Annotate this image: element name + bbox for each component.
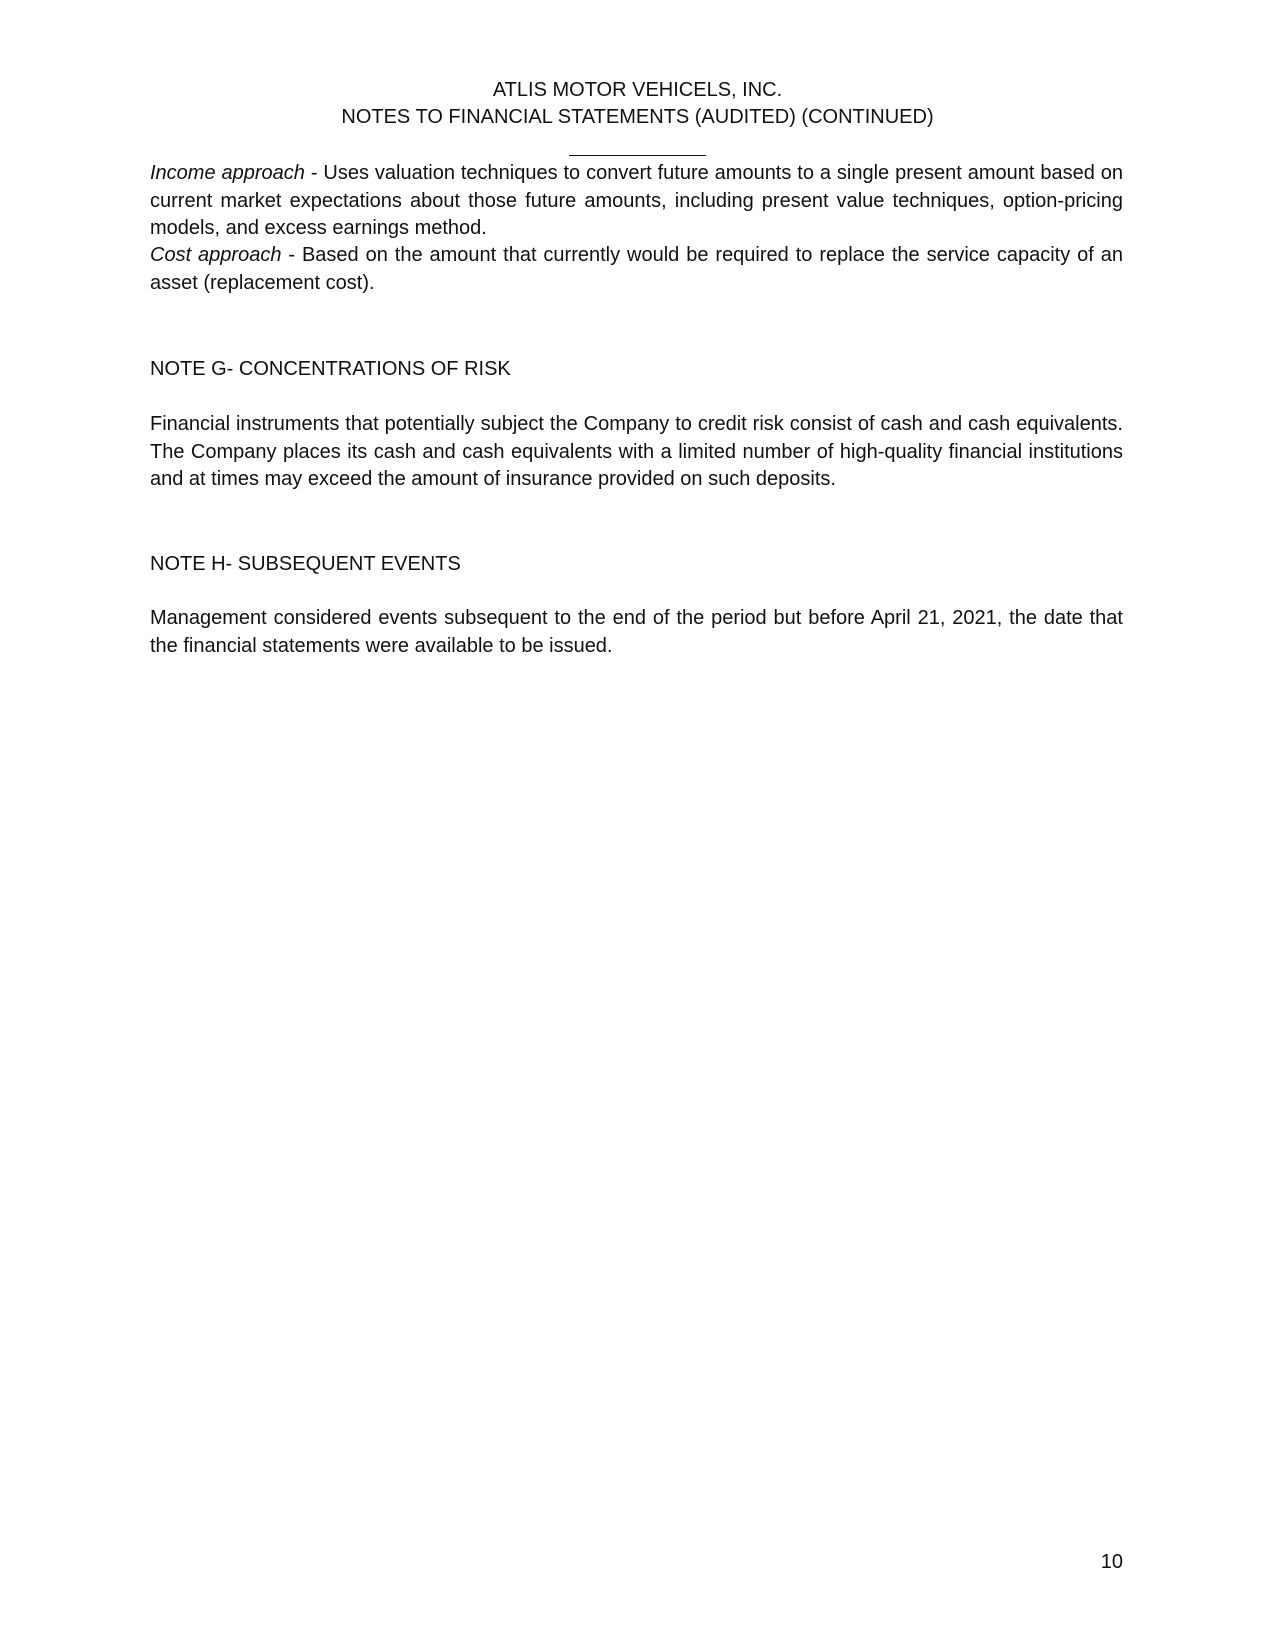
page-number: 10 (1100, 1551, 1123, 1573)
company-title: ATLIS MOTOR VEHICELS, INC. (492, 79, 783, 101)
cost-approach-term: Cost approach (150, 244, 282, 266)
income-approach-text: - Uses valuation techniques to convert future amounts to a single present amount based on current market expectations about those future amounts, including present value techniques, option-pricing models, and excess earnings method. (150, 162, 1123, 239)
note-h-body: Management considered events subsequent to the end of the period but before April 21, 2021, the date that the financial statements were available to be issued. (150, 607, 1123, 657)
header-divider (569, 155, 706, 156)
note-h-heading: NOTE H- SUBSEQUENT EVENTS (150, 553, 461, 575)
note-g-heading: NOTE G- CONCENTRATIONS OF RISK (150, 358, 511, 380)
cost-approach-text: - Based on the amount that currently would be required to replace the service capacity of an asset (replacement cost). (150, 244, 1123, 294)
income-approach-paragraph (150, 160, 1123, 243)
note-g-body: Financial instruments that potentially subject the Company to credit risk consist of cash and cash equivalents. The Company places its cash and cash equivalents with a limited number of high-quality financial institutions and at times may exceed the amount of insurance provided on such deposits. (150, 413, 1123, 490)
statement-subtitle: NOTES TO FINANCIAL STATEMENTS (AUDITED) (CONTINUED) (341, 106, 934, 128)
cost-approach-paragraph (150, 242, 1123, 297)
income-approach-term: Income approach (150, 162, 305, 184)
